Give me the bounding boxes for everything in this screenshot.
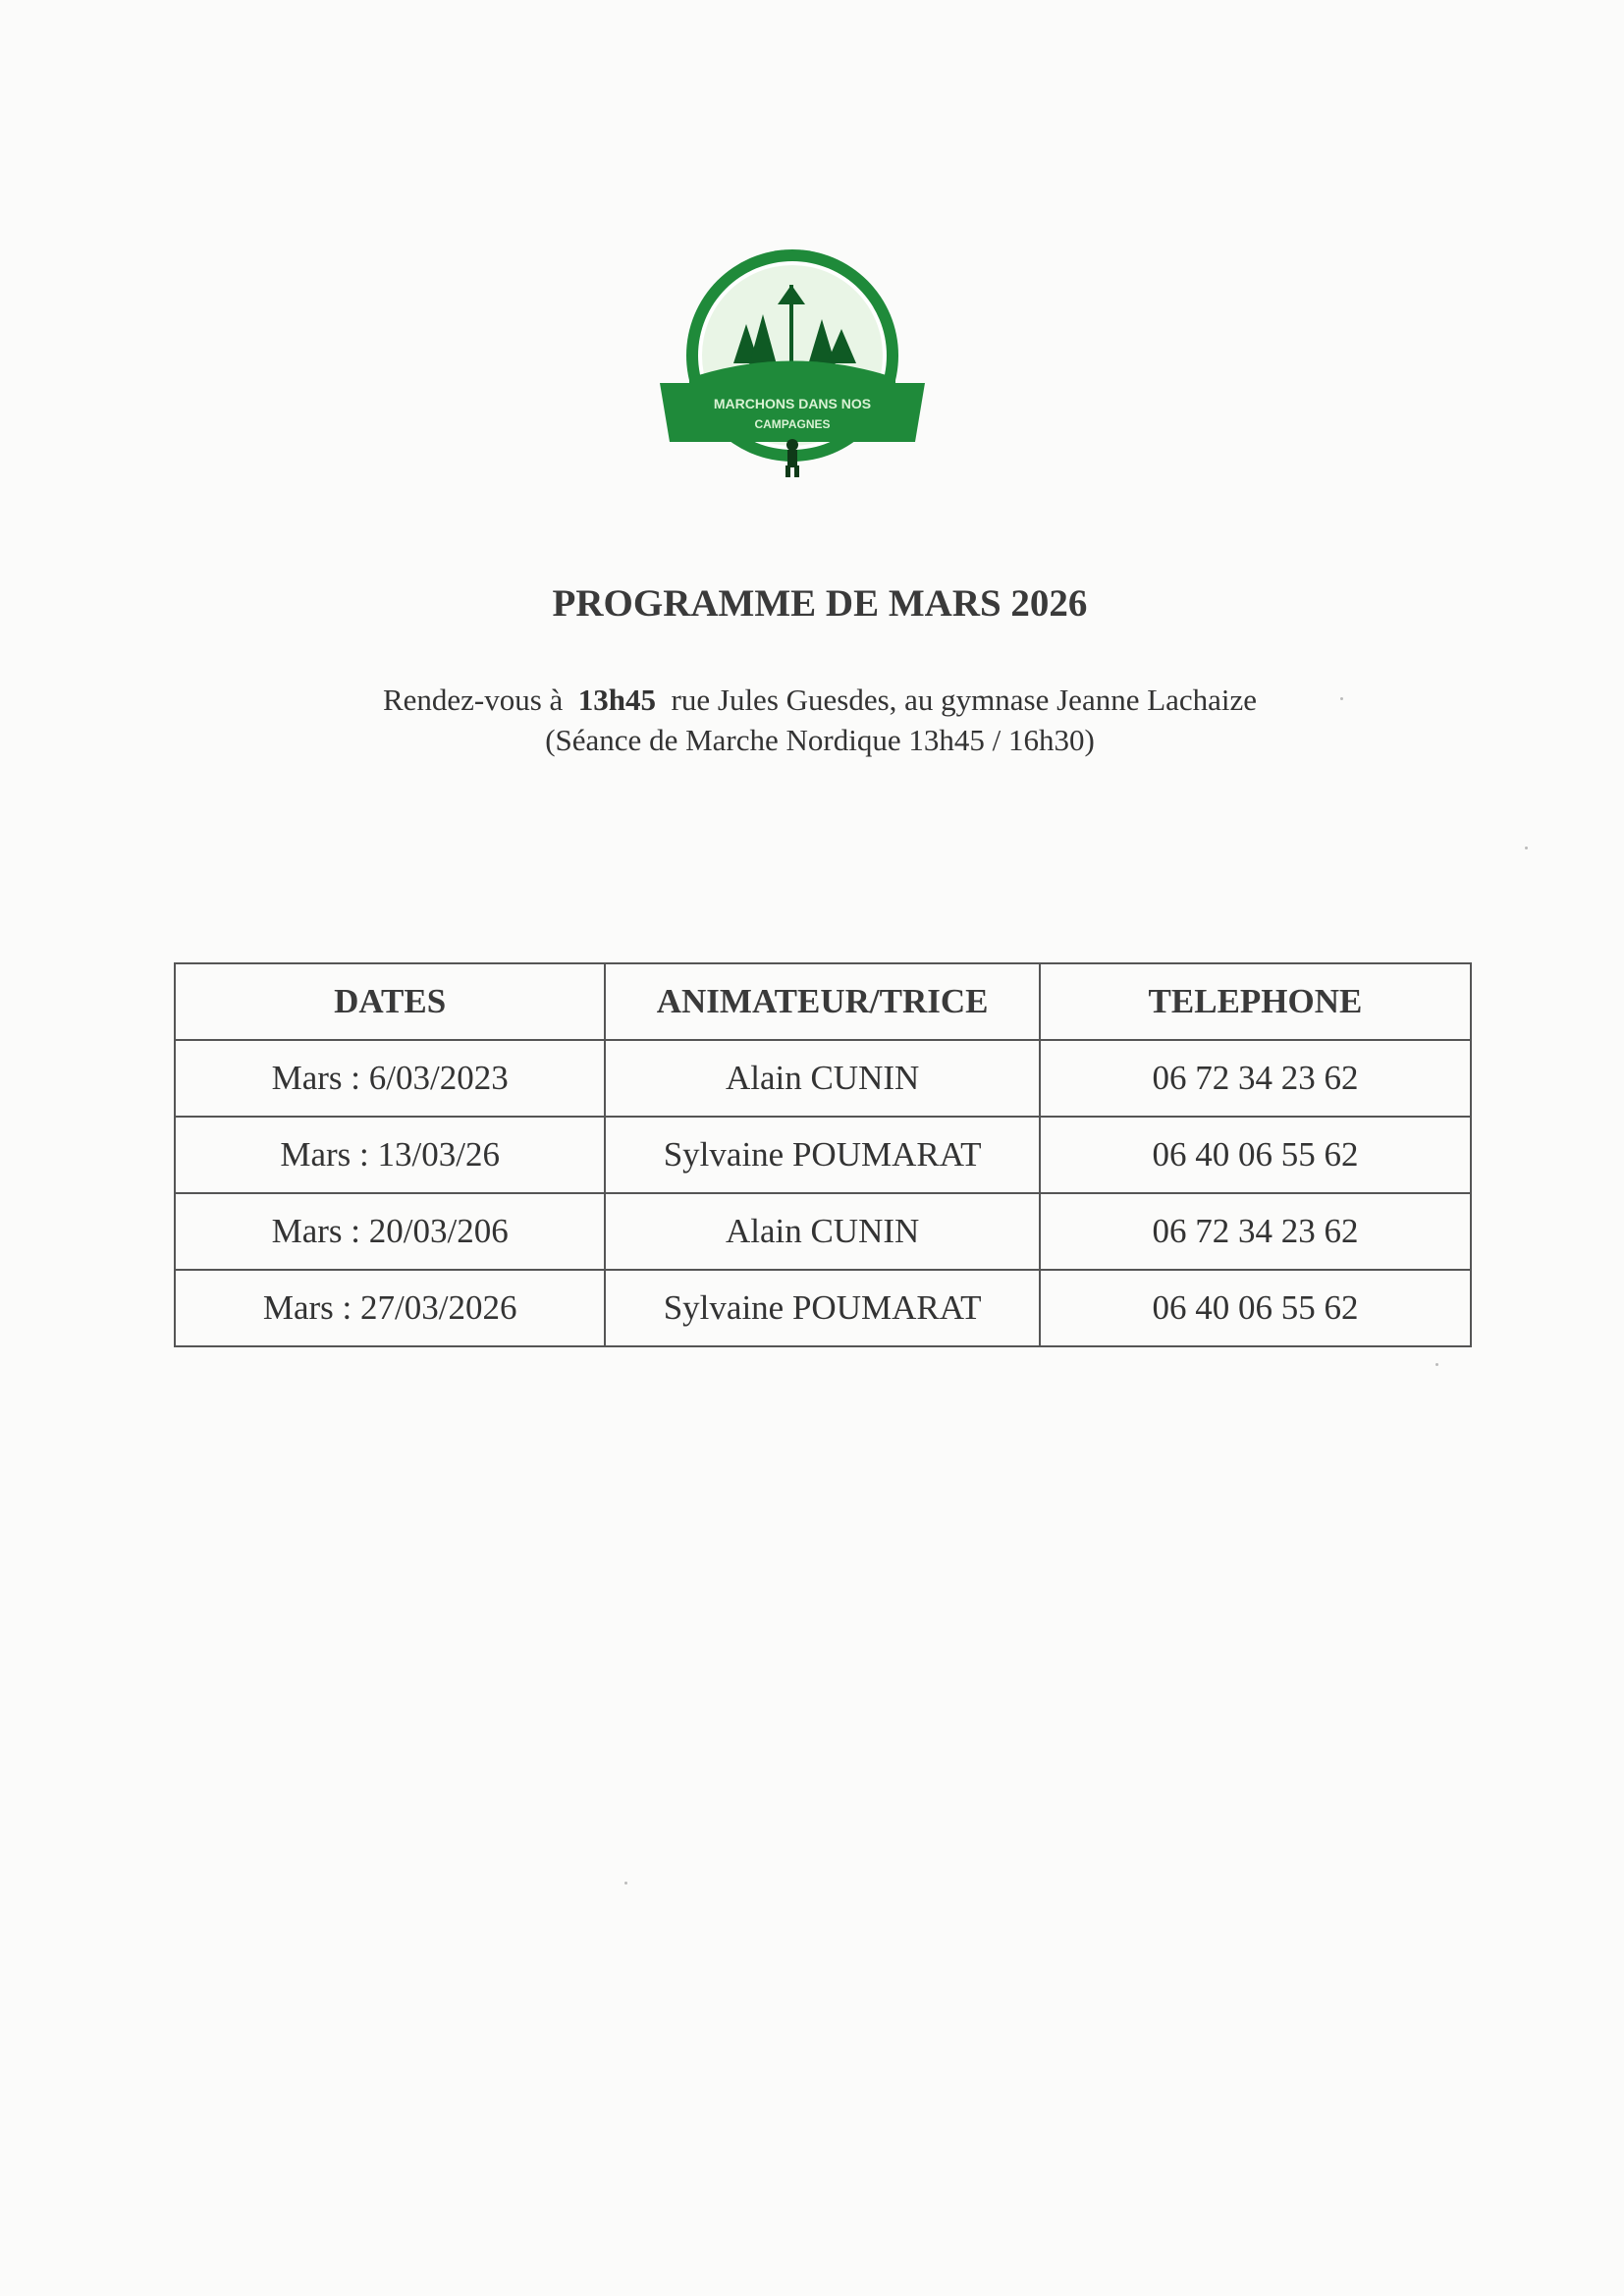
logo-banner-line2: CAMPAGNES <box>754 417 831 431</box>
header-telephone: TELEPHONE <box>1040 963 1471 1040</box>
seance-line: (Séance de Marche Nordique 13h45 / 16h30) <box>545 723 1095 757</box>
table-row <box>175 1193 1471 1270</box>
cell-animateur: Alain CUNIN <box>605 1193 1040 1270</box>
rendezvous-time: 13h45 <box>577 683 657 717</box>
cell-telephone: 06 40 06 55 62 <box>1040 1270 1471 1346</box>
table-header-row <box>175 963 1471 1040</box>
cell-date: Mars : 6/03/2023 <box>175 1040 605 1117</box>
page-title: PROGRAMME DE MARS 2026 <box>552 582 1088 625</box>
scan-speck <box>1340 697 1343 700</box>
cell-date: Mars : 20/03/206 <box>175 1193 605 1270</box>
header-dates: DATES <box>175 963 605 1040</box>
club-logo-graphic <box>650 246 935 481</box>
cell-telephone: 06 72 34 23 62 <box>1040 1193 1471 1270</box>
walker-icon <box>785 439 799 477</box>
cell-telephone: 06 72 34 23 62 <box>1040 1040 1471 1117</box>
club-logo <box>650 246 935 481</box>
cell-telephone: 06 40 06 55 62 <box>1040 1117 1471 1193</box>
rendezvous-prefix: Rendez-vous à <box>382 683 564 717</box>
table-row <box>175 1270 1471 1346</box>
cell-animateur: Sylvaine POUMARAT <box>605 1117 1040 1193</box>
rendezvous-line <box>0 681 1624 720</box>
cell-date: Mars : 13/03/26 <box>175 1117 605 1193</box>
rendezvous-address: rue Jules Guesdes, au gymnase Jeanne Lachaize <box>671 683 1258 717</box>
scan-speck <box>1435 1363 1438 1366</box>
cell-animateur: Alain CUNIN <box>605 1040 1040 1117</box>
scan-speck <box>1525 847 1528 849</box>
cell-date: Mars : 27/03/2026 <box>175 1270 605 1346</box>
scan-speck <box>624 1882 627 1885</box>
logo-banner <box>660 383 925 442</box>
table-row <box>175 1040 1471 1117</box>
cell-animateur: Sylvaine POUMARAT <box>605 1270 1040 1346</box>
logo-banner-line1: MARCHONS DANS NOS <box>713 396 872 411</box>
table-row <box>175 1117 1471 1193</box>
header-animateur: ANIMATEUR/TRICE <box>605 963 1040 1040</box>
schedule-table <box>174 962 1472 1347</box>
